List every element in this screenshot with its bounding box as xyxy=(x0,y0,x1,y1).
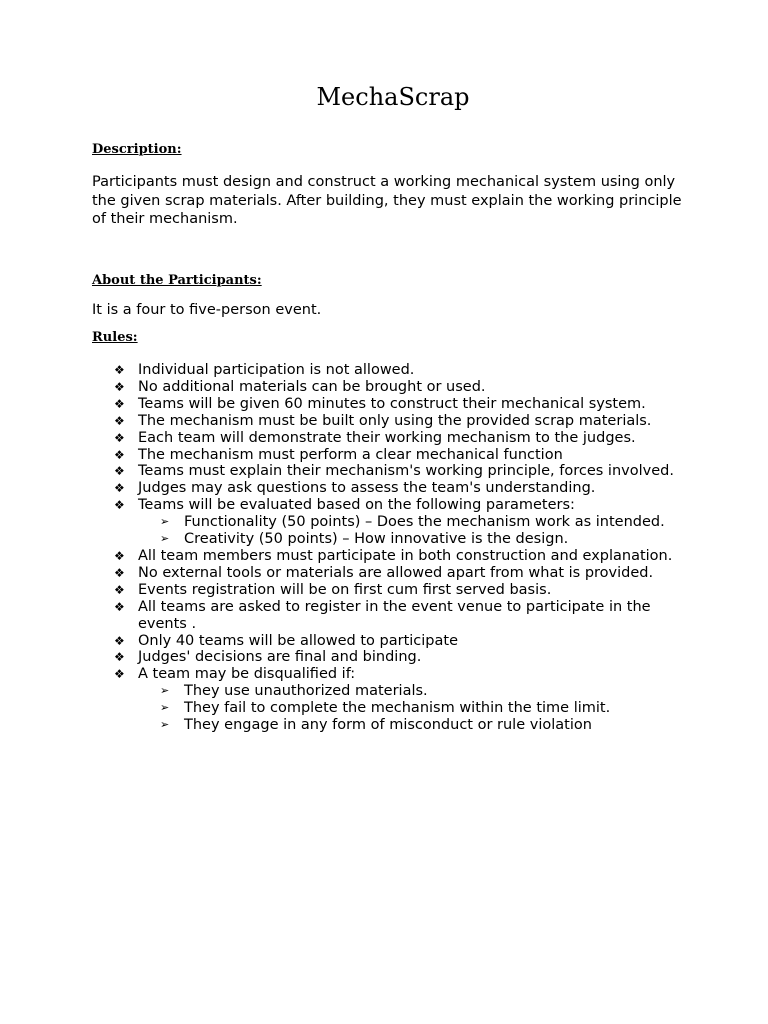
rule-text: No external tools or materials are allowed apart from what is provided. xyxy=(138,564,654,581)
sub-rule-text: They use unauthorized materials. xyxy=(184,683,428,700)
arrow-bullet-icon: ➢ xyxy=(160,515,170,529)
diamond-bullet-icon: ❖ xyxy=(114,582,125,597)
diamond-bullet-icon: ❖ xyxy=(114,667,125,682)
rule-text: Teams will be given 60 minutes to construct their mechanical system. xyxy=(138,395,646,412)
diamond-bullet-icon: ❖ xyxy=(114,464,125,479)
diamond-bullet-icon: ❖ xyxy=(114,430,125,445)
description-text: Participants must design and construct a working mechanical system using only the given scrap materials. After building, they must explain the working principle of their mechanism. xyxy=(92,174,682,227)
sub-rule-item xyxy=(138,683,682,700)
sub-rule-list xyxy=(138,683,682,734)
sub-rule-item xyxy=(138,531,682,548)
rule-item xyxy=(92,649,682,666)
rule-text: Each team will demonstrate their working mechanism to the judges. xyxy=(138,429,636,446)
rules-heading: Rules: xyxy=(92,330,138,345)
sub-rule-item xyxy=(138,514,682,531)
diamond-bullet-icon: ❖ xyxy=(114,565,125,580)
arrow-bullet-icon: ➢ xyxy=(160,701,170,715)
participants-text: It is a four to five-person event. xyxy=(92,302,322,318)
rule-item xyxy=(92,599,682,633)
rule-text: A team may be disqualified if: xyxy=(138,666,356,683)
rule-item xyxy=(92,396,682,413)
diamond-bullet-icon: ❖ xyxy=(114,447,125,462)
rule-item xyxy=(92,430,682,447)
rule-text: Events registration will be on first cum first served basis. xyxy=(138,581,552,598)
diamond-bullet-icon: ❖ xyxy=(114,633,125,648)
arrow-bullet-icon: ➢ xyxy=(160,532,170,546)
sub-rule-list xyxy=(138,514,682,548)
rule-item xyxy=(92,463,682,480)
rule-text: Individual participation is not allowed. xyxy=(138,362,415,378)
rule-item xyxy=(92,413,682,430)
arrow-bullet-icon: ➢ xyxy=(160,718,170,732)
diamond-bullet-icon: ❖ xyxy=(114,379,125,394)
participants-heading: About the Participants: xyxy=(92,273,262,288)
diamond-bullet-icon: ❖ xyxy=(114,498,125,513)
rule-item xyxy=(92,633,682,650)
diamond-bullet-icon: ❖ xyxy=(114,548,125,563)
rule-text: No additional materials can be brought or used. xyxy=(138,378,486,395)
rules-list xyxy=(92,362,682,734)
sub-rule-item xyxy=(138,717,682,734)
rule-text: Only 40 teams will be allowed to participate xyxy=(138,632,458,649)
diamond-bullet-icon: ❖ xyxy=(114,599,125,614)
diamond-bullet-icon: ❖ xyxy=(114,650,125,665)
description-heading: Description: xyxy=(92,142,182,157)
diamond-bullet-icon: ❖ xyxy=(114,396,125,411)
sub-rule-text: They engage in any form of misconduct or rule violation xyxy=(184,717,592,734)
sub-rule-text: Creativity (50 points) – How innovative is the design. xyxy=(184,531,569,548)
sub-rule-text: They fail to complete the mechanism within the time limit. xyxy=(184,700,611,717)
diamond-bullet-icon: ❖ xyxy=(114,413,125,428)
rule-item xyxy=(92,480,682,497)
rule-item xyxy=(92,582,682,599)
rule-text: All teams are asked to register in the event venue to participate in the events . xyxy=(138,598,651,632)
rule-text: The mechanism must be built only using the provided scrap materials. xyxy=(138,412,652,429)
rule-item xyxy=(92,362,682,379)
arrow-bullet-icon: ➢ xyxy=(160,684,170,698)
document-title: MechaScrap xyxy=(316,83,470,111)
rule-item xyxy=(92,497,682,548)
rule-item xyxy=(92,565,682,582)
rule-text: All team members must participate in both construction and explanation. xyxy=(138,547,673,564)
rule-item xyxy=(92,379,682,396)
rule-text: Judges may ask questions to assess the team's understanding. xyxy=(138,480,596,497)
rule-text: Judges' decisions are final and binding. xyxy=(138,649,422,666)
diamond-bullet-icon: ❖ xyxy=(114,363,125,377)
sub-rule-text: Functionality (50 points) – Does the mechanism work as intended. xyxy=(184,514,665,531)
rule-item xyxy=(92,447,682,464)
rule-text: Teams must explain their mechanism's working principle, forces involved. xyxy=(138,463,674,480)
rule-text: The mechanism must perform a clear mechanical function xyxy=(138,446,563,463)
rule-item xyxy=(92,666,682,734)
rule-item xyxy=(92,548,682,565)
diamond-bullet-icon: ❖ xyxy=(114,481,125,496)
rule-text: Teams will be evaluated based on the following parameters: xyxy=(138,497,575,514)
sub-rule-item xyxy=(138,700,682,717)
